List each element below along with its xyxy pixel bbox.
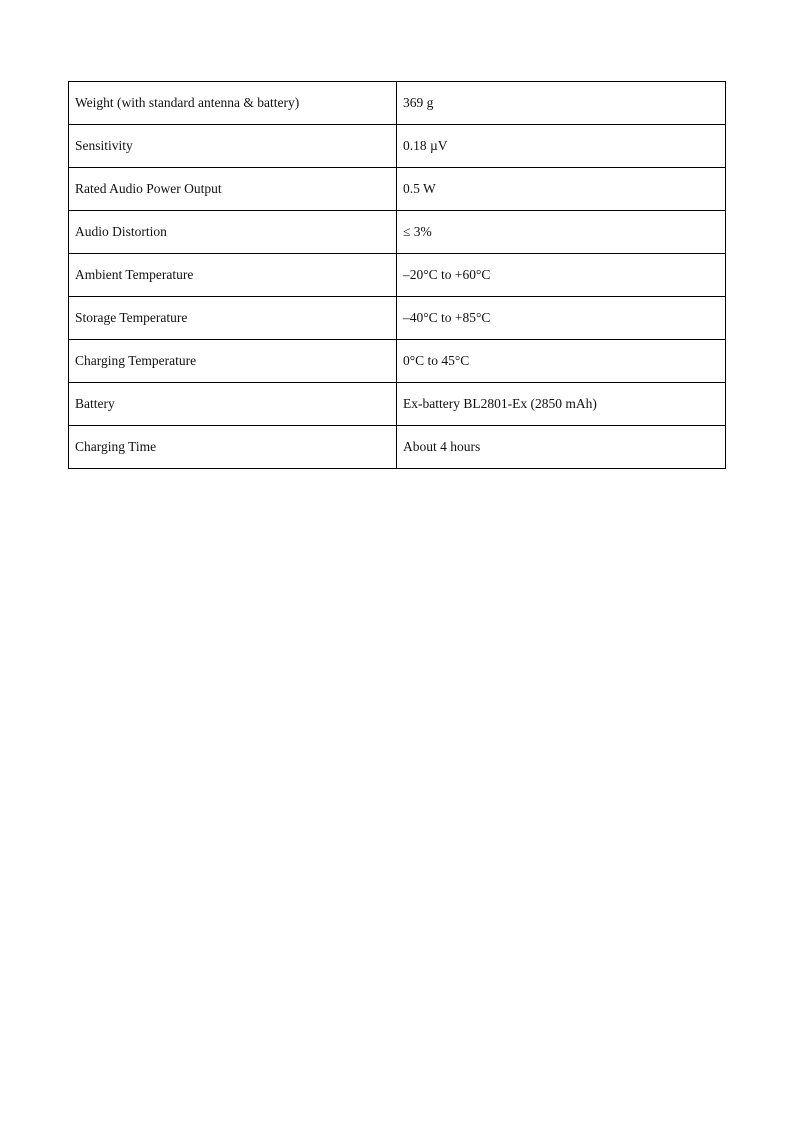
spec-value-audio-distortion: ≤ 3%: [397, 211, 726, 254]
table-row: [69, 340, 726, 383]
spec-label-weight: Weight (with standard antenna & battery): [69, 82, 397, 125]
spec-label-audio-power: Rated Audio Power Output: [69, 168, 397, 211]
spec-value-audio-power: 0.5 W: [397, 168, 726, 211]
table-row: [69, 211, 726, 254]
spec-value-sensitivity: 0.18 µV: [397, 125, 726, 168]
spec-value-battery: Ex-battery BL2801-Ex (2850 mAh): [397, 383, 726, 426]
table-row: [69, 383, 726, 426]
table-row: [69, 125, 726, 168]
spec-value-charging-time: About 4 hours: [397, 426, 726, 469]
table-row: [69, 426, 726, 469]
spec-value-storage-temperature: –40°C to +85°C: [397, 297, 726, 340]
table-row: [69, 297, 726, 340]
spec-value-charging-temperature: 0°C to 45°C: [397, 340, 726, 383]
spec-value-weight: 369 g: [397, 82, 726, 125]
specification-table: [68, 81, 726, 469]
spec-label-audio-distortion: Audio Distortion: [69, 211, 397, 254]
table-row: [69, 82, 726, 125]
spec-value-ambient-temperature: –20°C to +60°C: [397, 254, 726, 297]
spec-label-ambient-temperature: Ambient Temperature: [69, 254, 397, 297]
spec-label-sensitivity: Sensitivity: [69, 125, 397, 168]
spec-label-charging-time: Charging Time: [69, 426, 397, 469]
spec-label-battery: Battery: [69, 383, 397, 426]
spec-label-charging-temperature: Charging Temperature: [69, 340, 397, 383]
table-row: [69, 168, 726, 211]
table-row: [69, 254, 726, 297]
spec-label-storage-temperature: Storage Temperature: [69, 297, 397, 340]
